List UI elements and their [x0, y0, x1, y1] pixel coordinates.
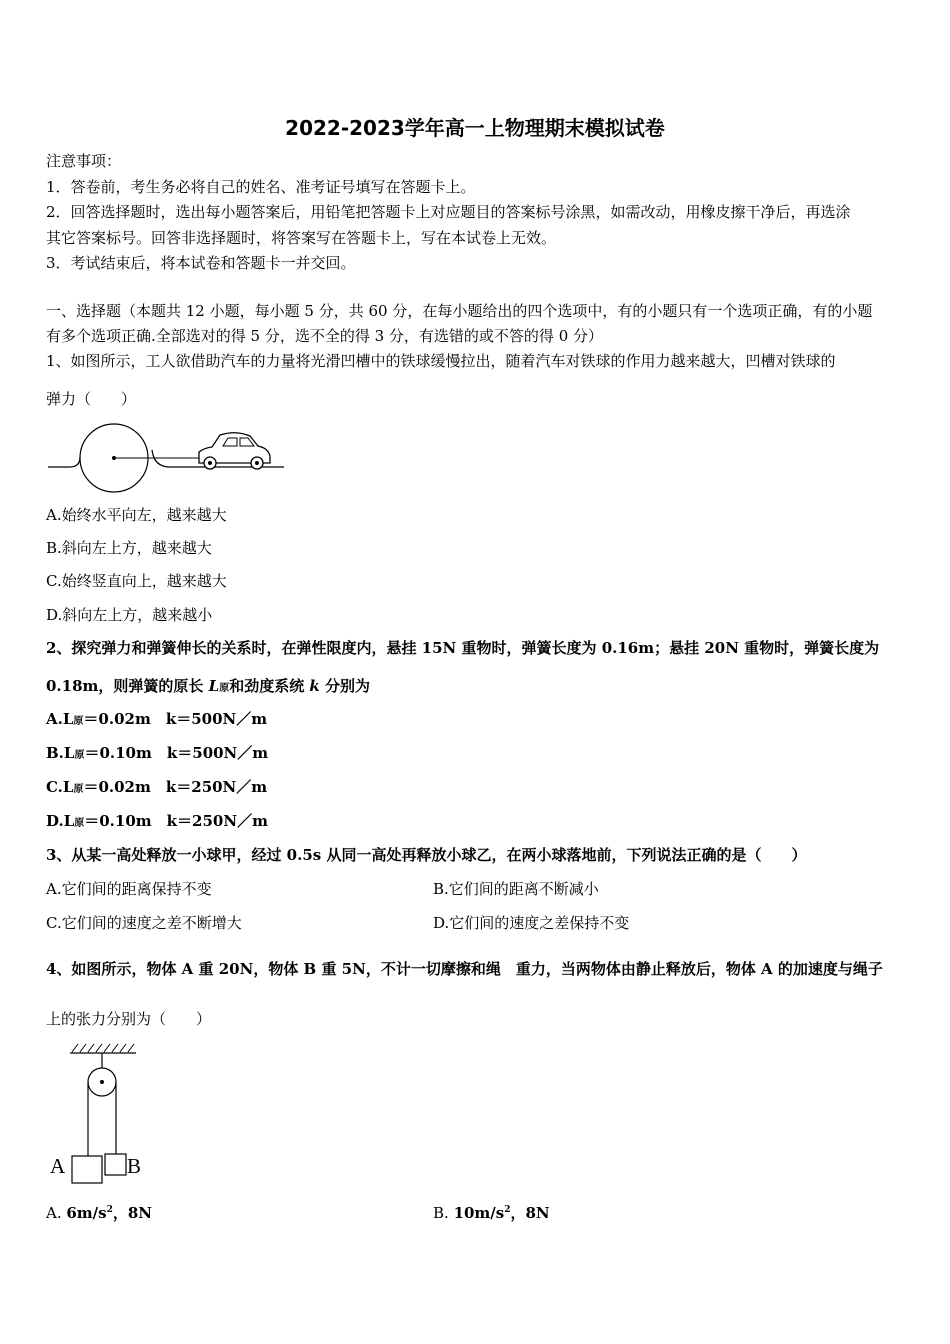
question-2-option[interactable]: D.L原＝0.10m k＝250N／m	[46, 812, 268, 830]
question-3-option[interactable]: B.它们间的距离不断减小	[433, 880, 599, 898]
question-3-option[interactable]: C.它们间的速度之差不断增大	[46, 914, 242, 932]
question-4-option[interactable]: B. $10m/s^2$，8N	[433, 1204, 550, 1222]
question-2-option[interactable]: B.L原＝0.10m k＝500N／m	[46, 744, 269, 762]
figure-label-a: A	[50, 1154, 66, 1178]
question-3-option[interactable]: D.它们间的速度之差保持不变	[433, 914, 630, 932]
notice-item: 其它答案标号。回答非选择题时，将答案写在答题卡上，写在本试卷上无效。	[46, 229, 557, 247]
question-2-option[interactable]: C.L原＝0.02m k＝250N／m	[46, 778, 268, 796]
question-1-option[interactable]: C.始终竖直向上，越来越大	[46, 572, 227, 590]
question-4-option[interactable]: A. $6m/s^2$，8N	[46, 1204, 153, 1222]
section-heading: 一、选择题（本题共 12 小题，每小题 5 分，共 60 分，在每小题给出的四个选项中，有的小题只有一个选项正确，有的小题	[46, 302, 873, 320]
question-4-stem: 4、如图所示，物体 A 重 20N，物体 B 重 5N，不计一切摩擦和绳 重力，当两物体由静止释放后，物体 A 的加速度与绳子	[46, 960, 883, 978]
question-1-option[interactable]: D.斜向左上方，越来越小	[46, 606, 213, 624]
question-1-figure	[46, 418, 286, 474]
question-1-option[interactable]: A.始终水平向左，越来越大	[46, 506, 227, 524]
question-3-option[interactable]: A.它们间的距离保持不变	[46, 880, 212, 898]
question-2-stem-cont: 0.18m，则弹簧的原长 L原和劲度系统 k 分别为	[46, 677, 371, 695]
figure-label-b: B	[127, 1154, 142, 1178]
notice-item: 3．考试结束后，将本试卷和答题卡一并交回。	[46, 254, 356, 272]
question-2-option[interactable]: A.L原＝0.02m k＝500N／m	[46, 710, 268, 728]
symbol-k: k	[309, 677, 320, 695]
section-heading-cont: 有多个选项正确.全部选对的得 5 分，选不全的得 3 分，有选错的或不答的得 0 分）	[46, 327, 604, 345]
question-1-stem: 1、如图所示，工人欲借助汽车的力量将光滑凹槽中的铁球缓慢拉出，随着汽车对铁球的作用力越来越大，凹槽对铁球的	[46, 352, 836, 370]
page-title: 2022-2023学年高一上物理期末模拟试卷	[285, 116, 665, 140]
notice-item: 1．答卷前，考生务必将自己的姓名、准考证号填写在答题卡上。	[46, 178, 476, 196]
symbol-L: L	[208, 677, 220, 695]
question-1-stem-cont: 弹力（ ）	[46, 390, 137, 408]
question-4-stem-cont: 上的张力分别为（ ）	[46, 1010, 212, 1028]
notice-heading: 注意事项：	[46, 152, 122, 170]
question-3-stem: 3、从某一高处释放一小球甲，经过 0.5s 从同一高处再释放小球乙，在两小球落地前，下列说法正确的是（ ）	[46, 846, 807, 864]
question-2-stem: 2、探究弹力和弹簧伸长的关系时，在弹性限度内，悬挂 15N 重物时，弹簧长度为 0.16m；悬挂 20N 重物时，弹簧长度为	[46, 639, 880, 657]
notice-item: 2．回答选择题时，选出每小题答案后，用铅笔把答题卡上对应题目的答案标号涂黑，如需改动，用橡皮擦干净后，再选涂	[46, 203, 851, 221]
question-1-option[interactable]: B.斜向左上方，越来越大	[46, 539, 212, 557]
